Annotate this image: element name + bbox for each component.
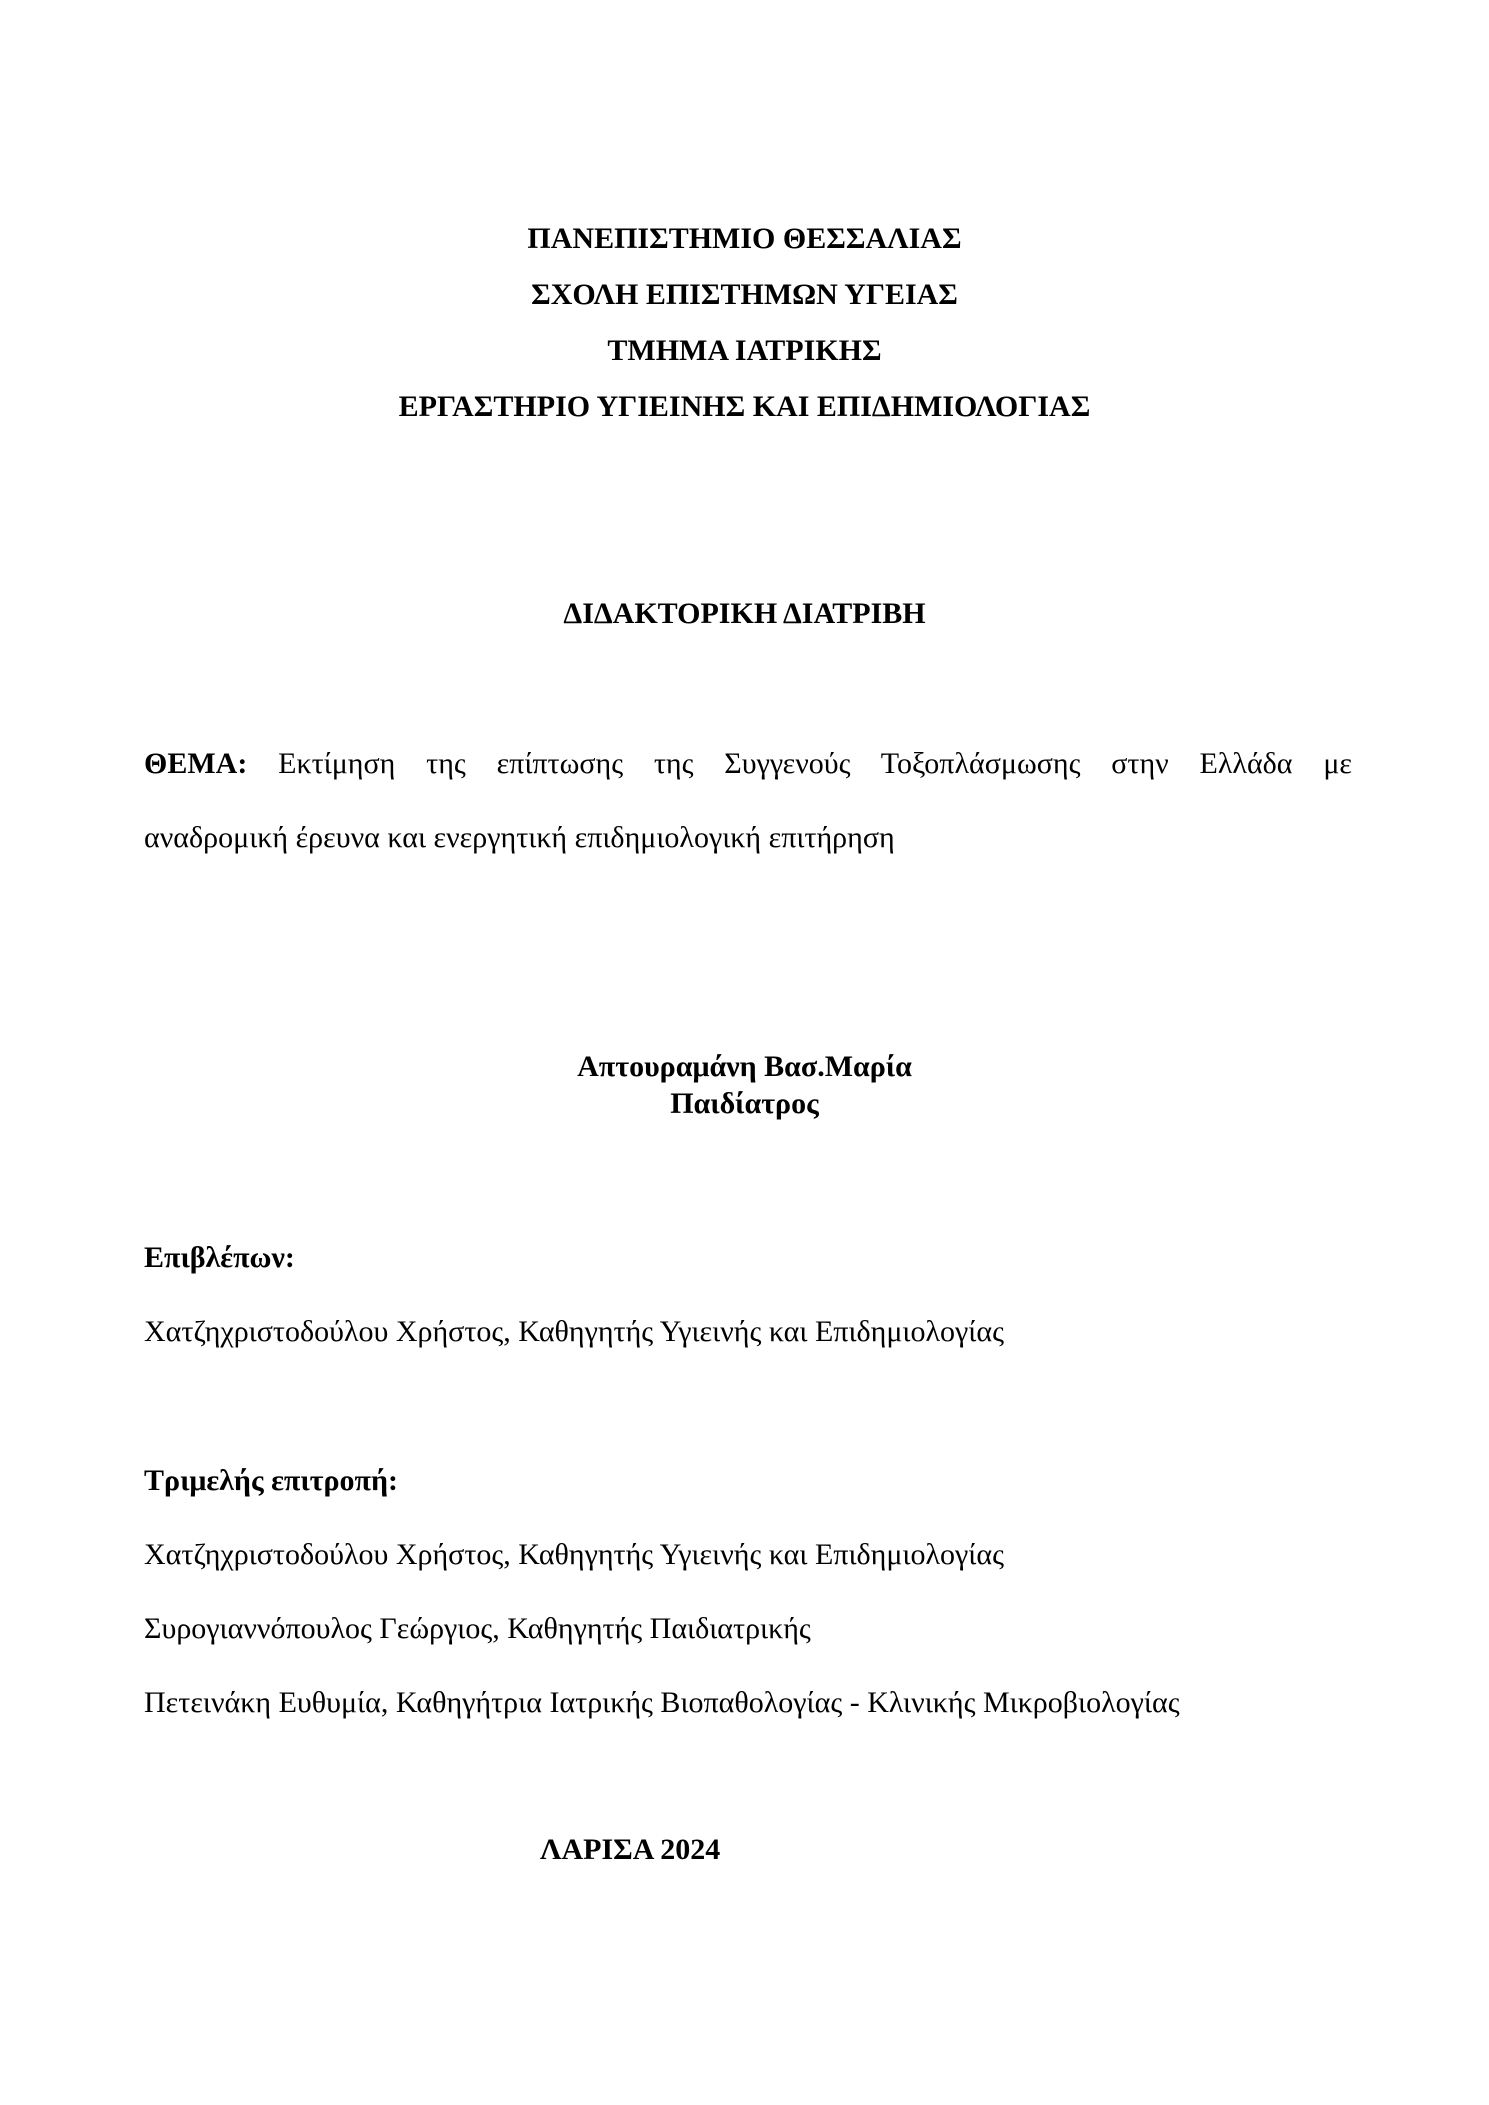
committee-member: Πετεινάκη Ευθυμία, Καθηγήτρια Ιατρικής Βιοπαθολογίας - Κλινικής Μικροβιολογίας [144, 1686, 1180, 1719]
laboratory-heading: ΕΡΓΑΣΤΗΡΙΟ ΥΓΙΕΙΝΗΣ ΚΑΙ ΕΠΙΔΗΜΙΟΛΟΓΙΑΣ [398, 390, 1091, 423]
committee-label: Τριμελής επιτροπή: [144, 1464, 399, 1497]
subject-label: ΘΕΜΑ: [144, 747, 248, 780]
school-heading: ΣΧΟΛΗ ΕΠΙΣΤΗΜΩΝ ΥΓΕΙΑΣ [531, 278, 958, 311]
committee-member: Συρογιαννόπουλος Γεώργιος, Καθηγητής Παιδιατρικής [144, 1612, 811, 1645]
subject-line-1 [144, 746, 1352, 782]
place-year: ΛΑΡΙΣΑ 2024 [540, 1833, 721, 1866]
document-type-title: ΔΙΔΑΚΤΟΡΙΚΗ ΔΙΑΤΡΙΒΗ [563, 597, 926, 630]
subject-text-1: Εκτίμηση της επίπτωσης της Συγγενούς Τοξοπλάσμωσης στην Ελλάδα με [278, 747, 1353, 780]
author-title: Παιδίατρος [670, 1087, 819, 1120]
university-heading: ΠΑΝΕΠΙΣΤΗΜΙΟ ΘΕΣΣΑΛΙΑΣ [527, 222, 962, 255]
department-heading: ΤΜΗΜΑ ΙΑΤΡΙΚΗΣ [607, 334, 882, 367]
subject-line-2: αναδρομική έρευνα και ενεργητική επιδημιολογική επιτήρηση [144, 821, 895, 854]
supervisor-label: Επιβλέπων: [144, 1241, 295, 1274]
supervisor-name: Χατζηχριστοδούλου Χρήστος, Καθηγητής Υγιεινής και Επιδημιολογίας [144, 1315, 1004, 1348]
committee-member: Χατζηχριστοδούλου Χρήστος, Καθηγητής Υγιεινής και Επιδημιολογίας [144, 1538, 1004, 1571]
author-name: Απτουραμάνη Βασ.Μαρία [577, 1050, 912, 1083]
